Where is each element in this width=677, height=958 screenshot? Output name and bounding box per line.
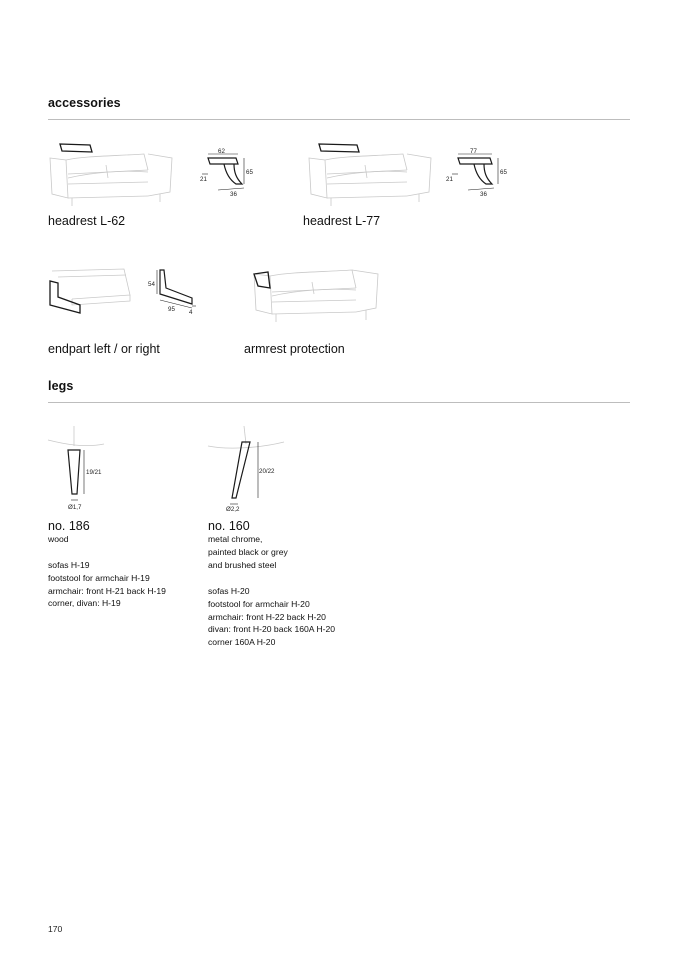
headrest-highlight [319, 144, 359, 152]
usage-line: sofas H-19 [48, 560, 90, 570]
svg-text:36: 36 [230, 191, 237, 198]
endpart-detail-drawing [146, 266, 206, 320]
leg-186-material [48, 533, 69, 546]
usage-line: sofas H-20 [208, 586, 250, 596]
usage-line: corner 160A H-20 [208, 637, 276, 648]
leg-160-usage [208, 585, 335, 649]
svg-text:65: 65 [500, 169, 507, 176]
svg-text:21: 21 [200, 176, 207, 183]
caption-armrest-protection: armrest protection [244, 342, 345, 356]
usage-line: footstool for armchair H-19 [48, 572, 150, 583]
leg-160-material [208, 533, 288, 571]
usage-line: divan: front H-20 back 160A H-20 [208, 624, 336, 635]
headrest-highlight [60, 144, 92, 152]
sofa-with-headrest-drawing [44, 140, 180, 210]
headrest-l77-detail-drawing [446, 150, 516, 200]
svg-text:20/22: 20/22 [259, 468, 275, 475]
sofa-with-headrest-drawing [303, 140, 439, 210]
usage-line: armchair: front H-21 back H-19 [48, 585, 166, 596]
usage-line: footstool for armchair H-20 [208, 598, 310, 609]
caption-headrest-l62: headrest L-62 [48, 214, 126, 228]
sofa-with-armrest-protection-drawing [246, 262, 386, 328]
section-divider [48, 119, 630, 120]
leg-186-drawing [44, 422, 124, 514]
endpart-highlight [50, 281, 80, 313]
endpart-module-drawing [44, 265, 140, 321]
material-line: metal chrome, [208, 534, 263, 544]
svg-text:65: 65 [246, 169, 253, 176]
leg-160-title: no. 160 [208, 519, 250, 533]
svg-text:36: 36 [480, 191, 487, 198]
svg-text:19/21: 19/21 [86, 469, 102, 476]
caption-endpart: endpart left / or right [48, 342, 160, 356]
svg-text:77: 77 [470, 148, 477, 155]
leg-186-title: no. 186 [48, 519, 90, 533]
svg-text:21: 21 [446, 176, 453, 183]
svg-text:95: 95 [168, 306, 175, 313]
svg-text:54: 54 [148, 281, 155, 288]
usage-line: armchair: front H-22 back H-20 [208, 611, 326, 622]
svg-text:Ø2,2: Ø2,2 [226, 506, 240, 513]
headrest-l62-detail-drawing [196, 150, 266, 200]
svg-text:Ø1,7: Ø1,7 [68, 504, 82, 511]
svg-text:62: 62 [218, 148, 225, 155]
material-line: painted black or grey [208, 546, 288, 557]
material-line: and brushed steel [208, 559, 277, 570]
section-divider [48, 402, 630, 403]
section-title-legs: legs [48, 379, 74, 393]
leg-186-usage [48, 559, 166, 610]
section-title-accessories: accessories [48, 96, 121, 110]
usage-line: corner, divan: H-19 [48, 598, 121, 609]
material-line: wood [48, 534, 69, 544]
leg-160-drawing [204, 422, 294, 514]
page-number: 170 [48, 924, 63, 934]
caption-headrest-l77: headrest L-77 [303, 214, 381, 228]
svg-text:4: 4 [189, 309, 193, 316]
